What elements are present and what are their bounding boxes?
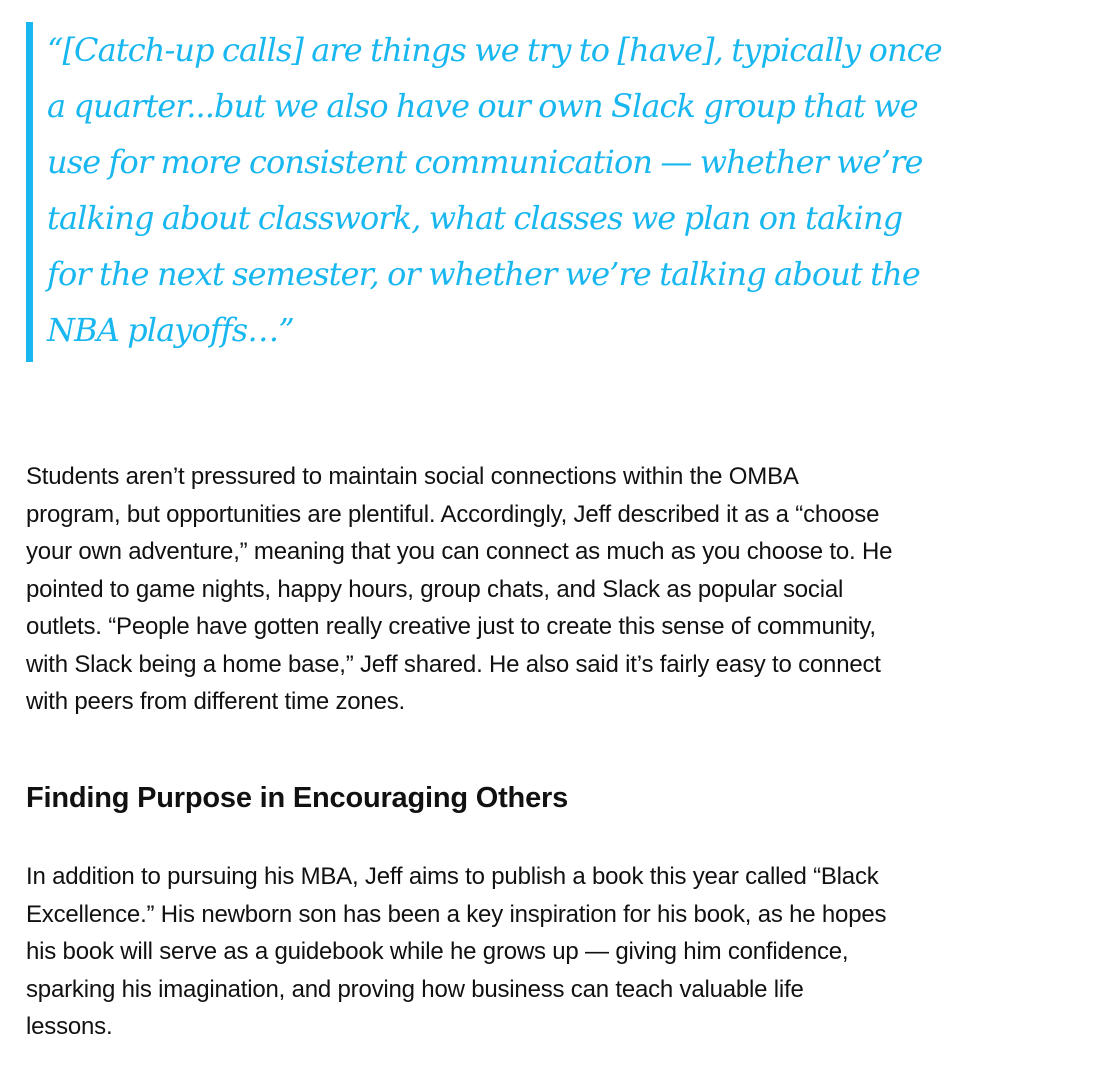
text-line: with Slack being a home base,” Jeff shared. He also said it’s fairly easy to connect [26,650,881,678]
quote-line: “[Catch-up calls] are things we try to [have], typically once [47,31,942,69]
text-line: Students aren’t pressured to maintain social connections within the OMBA [26,463,799,490]
text-line: lessons. [26,1013,113,1040]
quote-line: talking about classwork, what classes we plan on taking [47,199,903,237]
text-line: Excellence.” His newborn son has been a key inspiration for his book, as he hopes [26,900,887,928]
pull-quote-text [47,22,1076,358]
text-line: In addition to pursuing his MBA, Jeff aims to publish a book this year called “Black [26,863,879,890]
quote-line: a quarter...but we also have our own Slack group that we [47,87,918,125]
paragraph-social-connections [26,458,1076,721]
text-line: outlets. “People have gotten really creative just to create this sense of community, [26,613,876,640]
text-line: sparking his imagination, and proving how business can teach valuable life [26,975,804,1003]
text-line: his book will serve as a guidebook while he grows up — giving him confidence, [26,938,849,965]
pull-quote [26,22,1076,362]
text-line: pointed to game nights, happy hours, group chats, and Slack as popular social [26,575,844,603]
text-line: your own adventure,” meaning that you can connect as much as you choose to. He [26,538,893,565]
section-heading: Finding Purpose in Encouraging Others [26,782,569,814]
quote-line: NBA playoffs…” [47,311,294,349]
paragraph-book [26,858,1076,1046]
text-line: with peers from different time zones. [26,688,405,715]
text-line: program, but opportunities are plentiful. Accordingly, Jeff described it as a “choose [26,500,880,528]
quote-line: for the next semester, or whether we’re talking about the [47,255,920,293]
quote-line: use for more consistent communication — whether we’re [47,143,923,181]
